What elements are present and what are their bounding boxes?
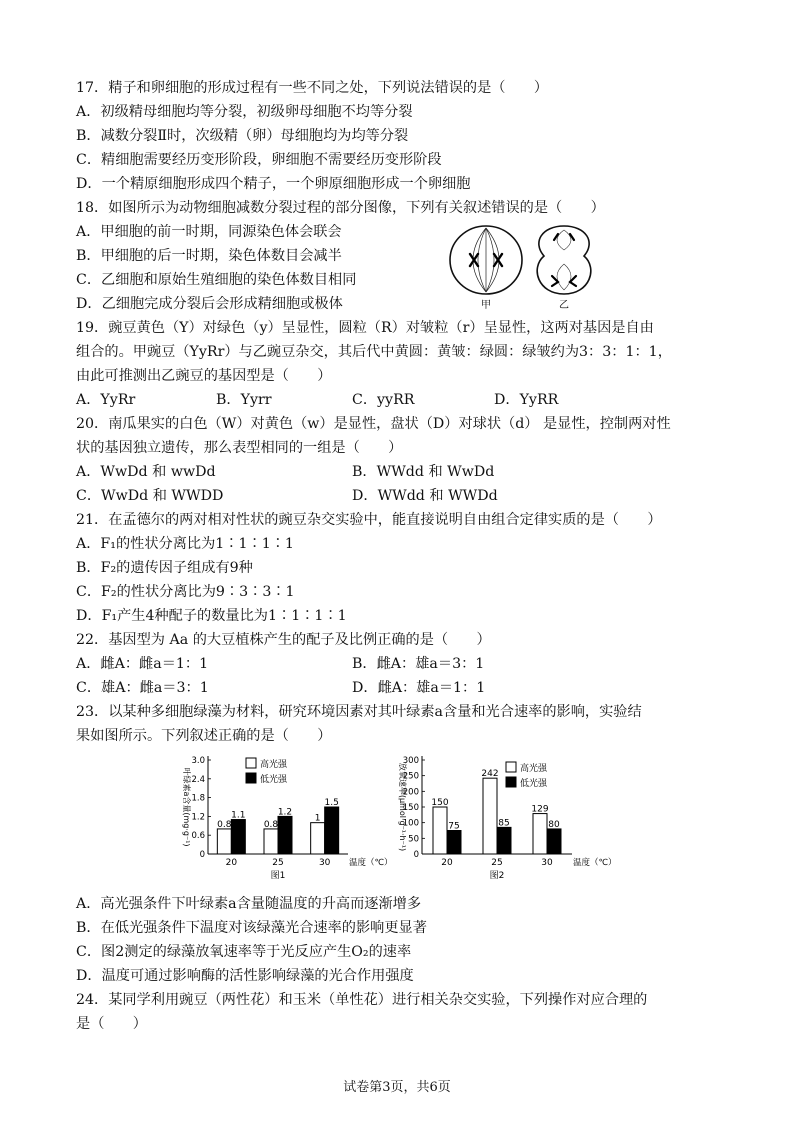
chart2-legend-label: 高光强	[520, 764, 548, 774]
q21-option-b: B．F₂的遗传因子组成有9种	[76, 560, 253, 576]
q18-option-d: D．乙细胞完成分裂后会形成精细胞或极体	[76, 296, 343, 312]
spindle-fibers	[473, 228, 499, 292]
q19-stem-1: 19．豌豆黄色（Y）对绿色（y）呈显性，圆粒（R）对皱粒（r）呈显性，这两对基因是自由	[76, 320, 654, 336]
q21-stem: 21．在孟德尔的两对相对性状的豌豆杂交实验中，能直接说明自由组合定律实质的是（ ）	[76, 512, 662, 528]
chart2-bar-high-30	[533, 814, 547, 854]
chart1-ytick-label: 1.2	[191, 812, 205, 823]
chart1-xtick-label: 20	[225, 858, 238, 868]
chart1-bar-low-20	[231, 820, 245, 854]
chart2-data-label: 85	[498, 818, 510, 829]
q23-stem-2: 果如图所示。下列叙述正确的是（ ）	[76, 728, 332, 744]
chart1-ytick-label: 0.6	[191, 831, 205, 842]
q19-option-d: D．YyRR	[494, 392, 559, 408]
q19-option-c: C．yyRR	[352, 392, 415, 408]
chart2-bar-high-20	[433, 807, 447, 854]
q18-stem: 18．如图所示为动物细胞减数分裂过程的部分图像，下列有关叙述错误的是（ ）	[76, 200, 605, 216]
q23-option-b: B．在低光强条件下温度对该绿藻光合速率的影响更显著	[76, 920, 427, 936]
chart2-data-label: 242	[481, 769, 499, 780]
chart1-data-label: 1	[314, 813, 321, 824]
q20-stem-2: 状的基因独立遗传，那么表型相同的一组是（ ）	[76, 440, 403, 456]
q18-option-b: B．甲细胞的后一时期，染色体数目会减半	[76, 248, 342, 264]
q22-option-b: B．雌A：雄a＝3：1	[352, 656, 485, 672]
q20-option-c: C．WwDd 和 WWDD	[76, 488, 224, 504]
chart1-bar-low-30	[325, 807, 339, 854]
chart2-xtick-label: 25	[491, 858, 503, 868]
q19-stem-3: 由此可推测出乙豌豆的基因型是（ ）	[76, 368, 332, 384]
chart1-data-label: 1.5	[324, 798, 339, 808]
q23-option-a: A．高光强条件下叶绿素a含量随温度的升高而逐渐增多	[76, 896, 422, 912]
chart2-ytick-label: 0	[413, 850, 419, 860]
chart2-xtick-label: 30	[541, 858, 553, 868]
chart1-data-label: 1.2	[277, 807, 293, 818]
q19-option-a: A．YyRr	[76, 392, 136, 408]
chart2-data-label: 80	[548, 819, 560, 830]
q19-stem-2: 组合的。甲豌豆（YyRr）与乙豌豆杂交，其后代中黄圆：黄皱：绿圆：绿皱约为3：3：1：1，	[76, 344, 672, 360]
q17-option-c: C．精细胞需要经历变形阶段，卵细胞不需要经历变形阶段	[76, 152, 442, 168]
chart-fig2	[392, 752, 617, 881]
chart2-xtick-label: 20	[441, 858, 453, 868]
q20-option-d: D．WWdd 和 WWDd	[352, 488, 498, 504]
chart1-ytick-label: 2.4	[191, 774, 205, 785]
chart1-ytick-label: 0	[199, 850, 205, 860]
q23-option-c: C．图2测定的绿藻放氧速率等于光反应产生O₂的速率	[76, 944, 412, 960]
chart1-bar-high-20	[217, 829, 231, 854]
q22-option-d: D．雌A：雄a＝1：1	[352, 680, 486, 696]
q19-option-b: B．Yyrr	[216, 392, 272, 408]
chart1-xlabel: 温度（℃）	[349, 858, 393, 868]
chart2-ytick-label: 250	[402, 771, 419, 782]
q22-stem: 22．基因型为 Aa 的大豆植株产生的配子及比例正确的是（ ）	[76, 632, 491, 648]
chart1-legend-label: 高光强	[260, 760, 288, 770]
chart2-legend-label: 低光强	[520, 779, 548, 789]
fig-label-yi: 乙	[559, 300, 569, 311]
q21-option-a: A．F₁的性状分离比为1∶1∶1∶1	[76, 536, 294, 552]
chart1-bar-high-25	[264, 829, 278, 854]
cell-yi	[537, 226, 591, 294]
chart2-ytick-label: 150	[402, 803, 419, 813]
chart1-data-label: 0.8	[217, 819, 232, 830]
chart1-data-label: 1.1	[231, 810, 246, 821]
q18-option-a: A．甲细胞的前一时期，同源染色体会联会	[76, 224, 342, 240]
chart2-data-label: 75	[448, 821, 460, 832]
q20-option-a: A．WwDd 和 wwDd	[76, 464, 216, 480]
chart2-ytick-label: 100	[402, 818, 419, 829]
chart2-legend-swatch	[506, 777, 516, 787]
chart2-bar-high-25	[483, 778, 497, 854]
spindle-fibers-yi	[557, 230, 571, 290]
q24-stem-1: 24．某同学利用豌豆（两性花）和玉米（单性花）进行相关杂交实验，下列操作对应合理的	[76, 992, 648, 1008]
q22-option-a: A．雌A：雌a＝1：1	[76, 656, 209, 672]
chart1-bar-high-30	[311, 823, 325, 854]
q23-stem-1: 23．以某种多细胞绿藻为材料，研究环境因素对其叶绿素a含量和光合速率的影响，实验结	[76, 704, 642, 720]
q17-option-d: D．一个精原细胞形成四个精子，一个卵原细胞形成一个卵细胞	[76, 176, 471, 192]
chart2-bar-low-20	[447, 831, 461, 855]
q21-option-d: D．F₁产生4种配子的数量比为1∶1∶1∶1	[76, 608, 347, 624]
chart2-data-label: 129	[531, 804, 549, 815]
chart1-legend-swatch	[246, 758, 256, 768]
chart-fig1	[176, 752, 393, 881]
chart1-bar-low-25	[278, 816, 292, 854]
chart1-ytick-label: 3.0	[191, 756, 205, 766]
q20-option-b: B．WWdd 和 WwDd	[352, 464, 495, 480]
chart2-ytick-label: 50	[408, 834, 419, 845]
chart1-ytick-label: 1.8	[191, 793, 205, 804]
chart1-legend-swatch	[246, 773, 256, 783]
q17-option-a: A．初级精母细胞均等分裂，初级卵母细胞不均等分裂	[76, 104, 413, 120]
chart2-bar-low-30	[547, 829, 561, 854]
chart2-title: 图2	[489, 871, 505, 881]
q18-cell-figure	[446, 220, 606, 314]
chart1-data-label: 0.8	[263, 819, 279, 830]
q23-option-d: D．温度可通过影响酶的活性影响绿藻的光合作用强度	[76, 968, 414, 984]
chart2-data-label: 150	[431, 798, 449, 808]
q21-option-c: C．F₂的性状分离比为9∶3∶3∶1	[76, 584, 295, 600]
chart2-bar-low-25	[497, 827, 511, 854]
chart2-ytick-label: 200	[402, 787, 419, 798]
q22-option-c: C．雄A：雌a＝3：1	[76, 680, 209, 696]
q17-stem: 17．精子和卵细胞的形成过程有一些不同之处，下列说法错误的是（ ）	[76, 80, 549, 96]
fig-label-jia: 甲	[481, 300, 491, 311]
chart2-xlabel: 温度（℃）	[573, 858, 617, 868]
page-footer: 试卷第3页，共6页	[343, 1080, 451, 1095]
chart2-legend-swatch	[506, 762, 516, 772]
chart2-ylabel: 放氧速率(μmol·g⁻¹·h⁻¹)	[398, 762, 407, 852]
chart1-legend-label: 低光强	[260, 775, 288, 785]
chart1-xtick-label: 25	[272, 858, 284, 868]
q17-option-b: B．减数分裂Ⅱ时，次级精（卵）母细胞均为均等分裂	[76, 128, 409, 144]
q18-option-c: C．乙细胞和原始生殖细胞的染色体数目相同	[76, 272, 357, 288]
chart1-xtick-label: 30	[318, 858, 331, 868]
chart1-ylabel: 叶绿素a含量(mg·g⁻¹)	[182, 767, 191, 847]
chart1-title: 图1	[270, 871, 286, 881]
q20-stem-1: 20．南瓜果实的白色（W）对黄色（w）是显性，盘状（D）对球状（d） 是显性，控制两对性	[76, 416, 671, 432]
chart2-ytick-label: 300	[402, 756, 419, 766]
chromosomes-yi	[552, 234, 576, 286]
q24-stem-2: 是（ ）	[76, 1016, 147, 1032]
